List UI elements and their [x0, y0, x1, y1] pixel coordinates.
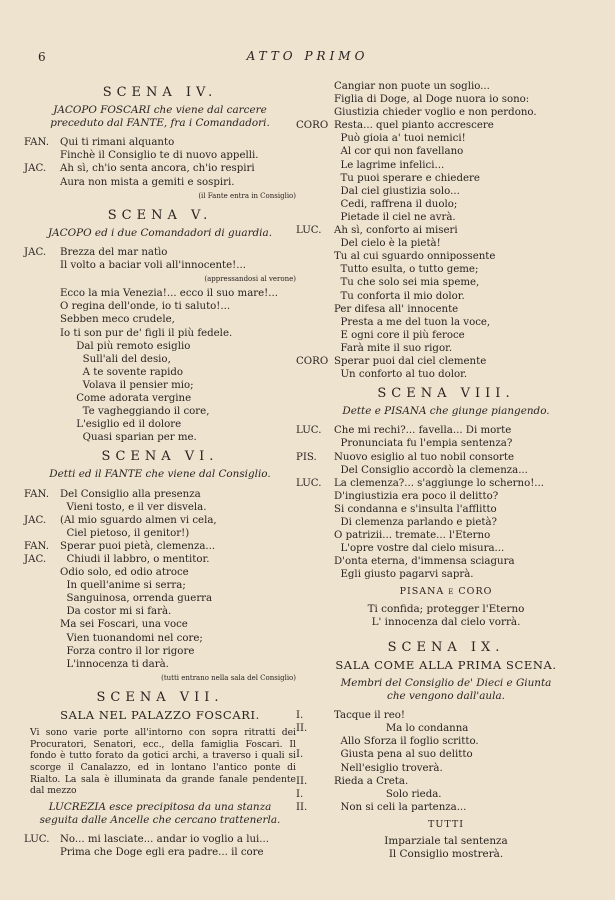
- dialogue-block: [24, 833, 296, 859]
- speaker: [24, 605, 60, 618]
- tutti-lines: [296, 835, 596, 861]
- speaker: [24, 431, 60, 444]
- speaker: [24, 353, 60, 366]
- line-text: Sull'ali del desio,: [60, 353, 171, 365]
- line-text: Si condanna e s'insulta l'afflitto: [334, 503, 497, 515]
- line-text: Sperar puoi pietà, clemenza...: [60, 540, 216, 552]
- line-text: Dal ciel giustizia solo...: [334, 185, 460, 197]
- line-text: Le lagrime infelici...: [334, 159, 445, 171]
- speaker: [296, 263, 334, 276]
- verse-line: [296, 224, 596, 237]
- line-text: Tu che solo sei mia speme,: [334, 277, 480, 289]
- verse-line: [24, 162, 296, 175]
- direction-line: Membri del Consiglio de' Dieci e Giunta: [340, 676, 552, 689]
- scene-heading: SCENA VI.: [101, 449, 219, 465]
- line-text: Può gioia a' tuoi nemici!: [334, 133, 466, 145]
- speaker: [296, 198, 334, 211]
- speaker: LUC.: [296, 225, 322, 237]
- speaker: [24, 392, 60, 405]
- verse-line: [296, 106, 596, 119]
- speaker: [24, 418, 60, 431]
- verse-line: [296, 775, 596, 788]
- setting-heading: SALA NEL PALAZZO FOSCARI.: [60, 708, 260, 723]
- line-text: Tu al cui sguardo onnipossente: [334, 251, 496, 263]
- speaker: [296, 80, 334, 93]
- line-text: Giustizia chieder voglio e non perdono.: [334, 107, 537, 119]
- speaker: [24, 405, 60, 418]
- speaker: [296, 93, 334, 106]
- verse-line: [24, 527, 296, 540]
- stage-note: (appressandosi al verone): [204, 275, 296, 284]
- line-text: Non si celi la partenza...: [334, 801, 467, 813]
- verse-line: [296, 211, 596, 224]
- verse-line: [296, 722, 596, 735]
- speaker: [296, 568, 334, 581]
- line-text: Tu conforta il mio dolor.: [334, 290, 465, 302]
- line-text: Tutto esulta, o tutto geme;: [334, 264, 479, 276]
- speaker: [24, 527, 60, 540]
- direction-line: Ti confida; protegger l'Eterno: [367, 602, 525, 615]
- verse-line: [24, 514, 296, 527]
- line-text: Volava il pensier mio;: [60, 379, 194, 391]
- speaker: [296, 529, 334, 542]
- verse-line: [296, 80, 596, 93]
- speaker: I.: [296, 749, 304, 761]
- line-text: O patrizii... tremate... l'Eterno: [334, 530, 491, 542]
- verse-line: [296, 316, 596, 329]
- line-text: Da costor mi si farà.: [60, 606, 172, 618]
- verse-line: [296, 424, 596, 437]
- speaker: [296, 185, 334, 198]
- line-text: Del cielo è la pietà!: [334, 238, 441, 250]
- line-text: Pronunciata fu l'empia sentenza?: [334, 438, 513, 450]
- verse-line: [24, 605, 296, 618]
- speaker: [296, 342, 334, 355]
- direction-line: che vengono dall'aula.: [387, 690, 505, 703]
- verse-line: [24, 431, 296, 444]
- stage-note: (il Fante entra in Consiglio): [198, 191, 296, 200]
- line-text: Giusta pena al suo delitto: [334, 749, 473, 761]
- stage-direction: [296, 677, 596, 703]
- verse-line: [296, 368, 596, 381]
- verse-line: [296, 329, 596, 342]
- speaker: [24, 300, 60, 313]
- line-text: Del Consiglio accordò la clemenza...: [334, 464, 528, 476]
- speaker: [24, 632, 60, 645]
- speaker: [24, 327, 60, 340]
- verse-line: [296, 542, 596, 555]
- verse-line: [296, 437, 596, 450]
- line-text: Ciel pietoso, il genitor!): [60, 527, 190, 539]
- direction-line: JACOPO ed i due Comandadori di guardia.: [47, 226, 273, 239]
- speaker: I.: [296, 788, 304, 800]
- speaker: [24, 176, 60, 189]
- speaker: [296, 464, 334, 477]
- verse-line: [24, 418, 296, 431]
- dialogue-block: [296, 424, 596, 581]
- speaker: [24, 149, 60, 162]
- direction-line: Imparziale tal sentenza: [384, 834, 508, 847]
- line-text: Ecco la mia Venezia!... ecco il suo mare!...: [60, 288, 278, 300]
- verse-line: [296, 185, 596, 198]
- verse-line: [296, 355, 596, 368]
- verse-line: [24, 618, 296, 631]
- left-column: [24, 80, 296, 859]
- verse-line: [24, 353, 296, 366]
- speaker: CORO: [296, 120, 329, 132]
- verse-line: [24, 136, 296, 149]
- speaker: [296, 555, 334, 568]
- verse-line: [24, 632, 296, 645]
- verse-line: [24, 658, 296, 671]
- verse-line: [24, 846, 296, 859]
- speaker: [24, 501, 60, 514]
- speaker: [296, 542, 334, 555]
- line-text: Sebben meco crudele,: [60, 314, 175, 326]
- direction-line: seguita dalle Ancelle che cercano trattenerla.: [39, 813, 281, 826]
- speaker: [24, 259, 60, 272]
- verse-line: [24, 300, 296, 313]
- speaker: [296, 735, 334, 748]
- speaker: FAN.: [24, 488, 50, 500]
- speaker: II.: [296, 723, 308, 735]
- direction-line: Il Consiglio mostrerà.: [388, 848, 504, 861]
- verse-line: [296, 250, 596, 263]
- speaker: JAC.: [24, 554, 47, 565]
- line-text: Cangiar non puote un soglio...: [334, 81, 490, 92]
- line-text: L'opre vostre dal cielo misura...: [334, 543, 505, 555]
- stage-direction: [24, 104, 296, 130]
- speaker: [296, 490, 334, 503]
- tutti-label: TUTTI: [428, 818, 464, 830]
- line-text: Tacque il reo!: [334, 710, 406, 722]
- line-text: O regina dell'onde, io ti saluto!...: [60, 301, 231, 313]
- line-text: Odio solo, ed odio atroce: [60, 567, 189, 579]
- verse-line: [296, 198, 596, 211]
- speaker: I.: [296, 710, 304, 722]
- line-text: D'ingiustizia era poco il delitto?: [334, 490, 499, 502]
- line-text: Qui ti rimani alquanto: [60, 137, 175, 149]
- speaker: [296, 503, 334, 516]
- verse-line: [296, 568, 596, 581]
- line-text: Sperar puoi dal ciel clemente: [334, 355, 487, 367]
- speaker: [24, 592, 60, 605]
- dialogue-block: [296, 709, 596, 814]
- speaker: [24, 645, 60, 658]
- line-text: Per difesa all' innocente: [334, 303, 459, 315]
- speaker: [296, 303, 334, 316]
- verse-line: [24, 405, 296, 418]
- stage-note: (tutti entrano nella sala del Consiglio): [161, 673, 296, 682]
- speaker: [24, 566, 60, 579]
- speaker: II.: [296, 775, 308, 787]
- line-text: In quell'anime si serra;: [60, 580, 186, 592]
- line-text: Che mi rechi?... favella... Di morte: [334, 425, 512, 437]
- line-text: Solo rieda.: [334, 788, 442, 800]
- line-text: (Al mio sguardo almen vi cela,: [60, 514, 217, 526]
- line-text: Nuovo esiglio al tuo nobil consorte: [334, 451, 514, 463]
- line-text: Presta a me del tuon la voce,: [334, 316, 491, 328]
- speaker: [296, 172, 334, 185]
- line-text: Io ti son pur de' figli il più fedele.: [60, 327, 233, 339]
- verse-line: [296, 342, 596, 355]
- verse-line: [296, 290, 596, 303]
- line-text: Del Consiglio alla presenza: [60, 488, 201, 500]
- line-text: Al cor qui non favellano: [334, 146, 464, 158]
- stage-direction: [296, 405, 596, 418]
- verse-line: [296, 172, 596, 185]
- dialogue-block: [24, 488, 296, 671]
- line-text: A te sovente rapido: [60, 366, 184, 378]
- line-text: Allo Sforza il foglio scritto.: [334, 736, 479, 748]
- speaker: [296, 276, 334, 289]
- line-text: Ah sì, conforto ai miseri: [334, 225, 458, 237]
- verse-line: [296, 451, 596, 464]
- verse-line: [24, 592, 296, 605]
- verse-line: [24, 553, 296, 566]
- line-text: Come adorata vergine: [60, 392, 192, 404]
- dialogue-block: [24, 287, 296, 444]
- verse-line: [296, 516, 596, 529]
- page-number: 6: [38, 50, 46, 64]
- line-text: Ma lo condanna: [334, 723, 469, 735]
- line-text: Tu puoi sperare e chiedere: [334, 172, 480, 184]
- verse-line: [296, 263, 596, 276]
- verse-line: [296, 237, 596, 250]
- verse-line: [24, 246, 296, 259]
- speaker: II.: [296, 801, 308, 813]
- line-text: Forza contro il lor rigore: [60, 645, 195, 657]
- chorus-label: PISANA e CORO: [399, 586, 493, 598]
- speaker: [296, 368, 334, 381]
- line-text: Egli giusto pagarvi saprà.: [334, 569, 474, 581]
- line-text: Ah sì, ch'io senta ancora, ch'io respiri: [60, 163, 255, 175]
- right-column: [296, 80, 596, 861]
- dialogue-block: [24, 246, 296, 272]
- verse-line: [296, 477, 596, 490]
- speaker: PIS.: [296, 451, 317, 463]
- line-text: Aura non mista a gemiti e sospiri.: [60, 176, 235, 188]
- line-text: No... mi lasciate... andar io voglio a lui...: [60, 833, 270, 845]
- line-text: E ogni core il più feroce: [334, 329, 465, 341]
- direction-line: Dette e PISANA che giunge piangendo.: [342, 405, 550, 418]
- verse-line: [24, 501, 296, 514]
- line-text: Chiudi il labbro, o mentitor.: [60, 554, 210, 565]
- speaker: LUC.: [296, 425, 322, 437]
- line-text: Te vagheggiando il core,: [60, 406, 210, 418]
- speaker: JAC.: [24, 163, 47, 175]
- verse-line: [296, 464, 596, 477]
- direction-line: JACOPO FOSCARI che viene dal carcere: [53, 104, 267, 117]
- dialogue-block: [24, 136, 296, 188]
- verse-line: [296, 709, 596, 722]
- line-text: D'onta eterna, d'immensa sciagura: [334, 556, 515, 568]
- line-text: L'innocenza ti darà.: [60, 658, 169, 670]
- verse-line: [296, 303, 596, 316]
- speaker: [296, 145, 334, 158]
- speaker: FAN.: [24, 540, 50, 552]
- verse-line: [24, 579, 296, 592]
- speaker: [24, 618, 60, 631]
- scene-heading: SCENA IX.: [387, 639, 505, 655]
- speaker: JAC.: [24, 246, 47, 258]
- line-text: Sanguinosa, orrenda guerra: [60, 593, 213, 605]
- verse-line: [24, 313, 296, 326]
- line-text: Finchè il Consiglio te di nuovo appelli.: [60, 150, 259, 162]
- line-text: Resta... quel pianto accrescere: [334, 120, 494, 132]
- verse-line: [24, 176, 296, 189]
- speaker: [24, 379, 60, 392]
- setting-description: Vi sono varie porte all'intorno con sopra ritratti dei Procuratori, Senatori, ecc., della famiglia Foscari. Il fondo è tutto forato da gotici archi, a traverso i quali si scorge il Canalazzo, ed in lontano l'antico ponte di Rialto. La sala è illuminata da grande fanale pendente dal mezzo: [30, 727, 296, 797]
- verse-line: [296, 801, 596, 814]
- speaker: [296, 316, 334, 329]
- line-text: Pietade il ciel ne avrà.: [334, 211, 456, 223]
- line-text: Il volto a baciar voli all'innocente!...: [60, 260, 246, 272]
- verse-line: [24, 366, 296, 379]
- stage-direction: [24, 801, 296, 827]
- chorus-lines: [296, 603, 596, 629]
- speaker: [24, 579, 60, 592]
- speaker: LUC.: [296, 477, 322, 489]
- verse-line: [296, 788, 596, 801]
- line-text: Farà mite il suo rigor.: [334, 342, 453, 354]
- speaker: [24, 846, 60, 859]
- verse-line: [24, 540, 296, 553]
- speaker: [296, 132, 334, 145]
- line-text: Prima che Doge egli era padre... il core: [60, 846, 264, 858]
- line-text: Dal più remoto esiglio: [60, 340, 191, 352]
- verse-line: [296, 748, 596, 761]
- line-text: Un conforto al tuo dolor.: [334, 369, 468, 381]
- scene-heading: SCENA VIII.: [377, 386, 515, 402]
- speaker: JAC.: [24, 514, 47, 526]
- line-text: Ma sei Foscari, una voce: [60, 619, 188, 631]
- direction-line: Detti ed il FANTE che viene dal Consiglio.: [49, 468, 271, 481]
- verse-line: [24, 392, 296, 405]
- verse-line: [296, 762, 596, 775]
- stage-direction: [24, 468, 296, 481]
- speaker: [296, 437, 334, 450]
- speaker: [296, 762, 334, 775]
- speaker: [24, 287, 60, 300]
- speaker: CORO: [296, 355, 329, 367]
- speaker: [24, 340, 60, 353]
- verse-line: [24, 379, 296, 392]
- verse-line: [296, 555, 596, 568]
- speaker: LUC.: [24, 833, 50, 845]
- direction-line: preceduto dal FANTE, fra i Comandadori.: [50, 117, 270, 130]
- direction-line: L' innocenza dal cielo vorrà.: [371, 615, 521, 628]
- setting-heading: SALA COME ALLA PRIMA SCENA.: [335, 657, 557, 672]
- line-text: Nell'esiglio troverà.: [334, 762, 443, 774]
- direction-line: LUCREZIA esce precipitosa da una stanza: [48, 800, 272, 813]
- line-text: Di clemenza parlando e pietà?: [334, 517, 498, 528]
- verse-line: [24, 287, 296, 300]
- line-text: Figlia di Doge, al Doge nuora io sono:: [334, 94, 530, 106]
- speaker: [296, 237, 334, 250]
- verse-line: [296, 529, 596, 542]
- verse-line: [24, 259, 296, 272]
- line-text: Vieni tosto, e il ver disvela.: [60, 501, 207, 513]
- verse-line: [24, 645, 296, 658]
- speaker: [296, 250, 334, 263]
- line-text: Quasi sparian per me.: [60, 432, 197, 444]
- speaker: [296, 159, 334, 172]
- line-text: L'esiglio ed il dolore: [60, 419, 182, 431]
- line-text: Rieda a Creta.: [334, 775, 409, 787]
- scene-heading: SCENA V.: [107, 207, 213, 223]
- verse-line: [296, 735, 596, 748]
- speaker: [24, 366, 60, 379]
- verse-line: [24, 833, 296, 846]
- speaker: [296, 106, 334, 119]
- verse-line: [24, 149, 296, 162]
- verse-line: [296, 119, 596, 132]
- verse-line: [296, 490, 596, 503]
- speaker: [24, 313, 60, 326]
- line-text: La clemenza?... s'aggiunge lo scherno!...: [334, 477, 545, 489]
- dialogue-block: [296, 80, 596, 381]
- speaker: [296, 290, 334, 303]
- verse-line: [296, 132, 596, 145]
- verse-line: [296, 93, 596, 106]
- verse-line: [296, 145, 596, 158]
- verse-line: [24, 327, 296, 340]
- speaker: [24, 658, 60, 671]
- line-text: Cedi, raffrena il duolo;: [334, 198, 458, 210]
- line-text: Brezza del mar natìo: [60, 246, 168, 258]
- speaker: FAN.: [24, 137, 50, 149]
- speaker: [296, 516, 334, 529]
- scene-heading: SCENA VII.: [96, 689, 224, 705]
- speaker: [296, 329, 334, 342]
- verse-line: [296, 276, 596, 289]
- verse-line: [296, 159, 596, 172]
- scene-heading: SCENA IV.: [102, 85, 218, 100]
- verse-line: [296, 503, 596, 516]
- stage-direction: [24, 227, 296, 240]
- verse-line: [24, 488, 296, 501]
- line-text: Vien tuonandomi nel core;: [60, 632, 203, 644]
- running-title: ATTO PRIMO: [246, 49, 369, 63]
- speaker: [296, 211, 334, 224]
- verse-line: [24, 340, 296, 353]
- verse-line: [24, 566, 296, 579]
